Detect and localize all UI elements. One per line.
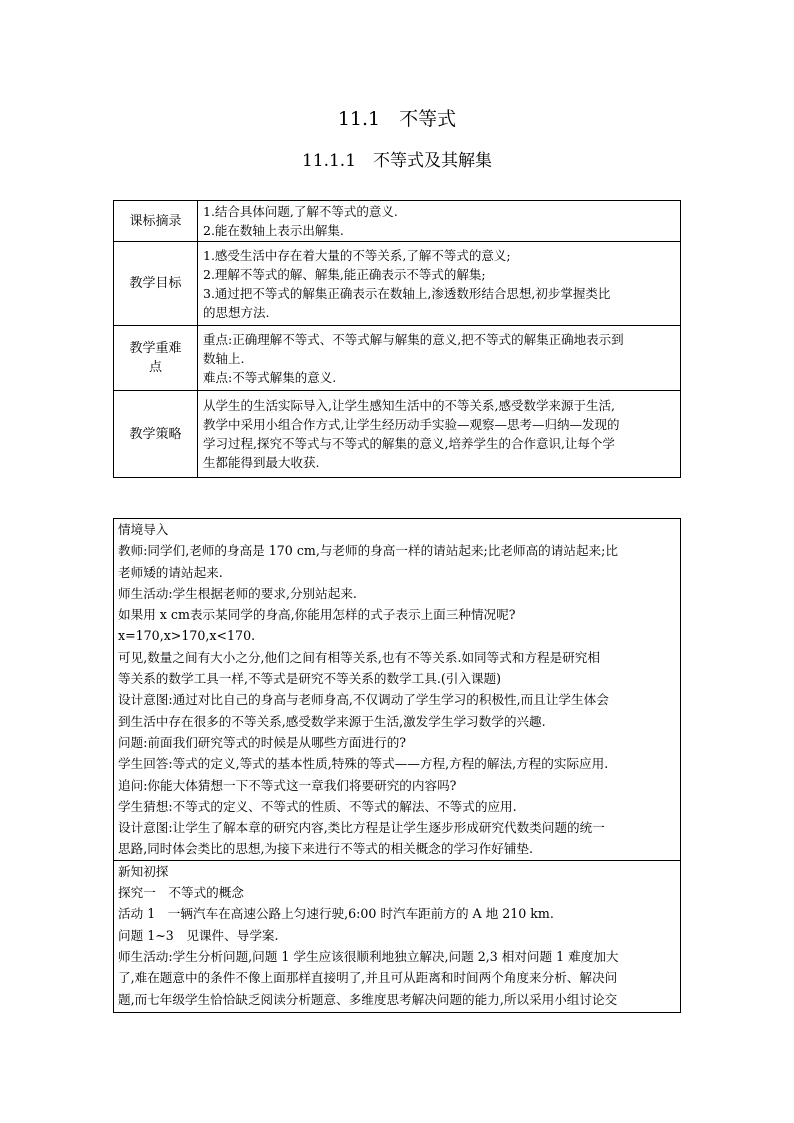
content-line: 生都能得到最大收获. [203,455,320,470]
content-line: 难点:不等式解集的意义. [203,369,337,385]
content-line: 从学生的生活实际导入,让学生感知生活中的不等关系,感受数学来源于生活, [203,398,615,413]
text-line: 学生猜想:不等式的定义、不等式的性质、不等式的解法、不等式的应用. [118,798,517,814]
text-line: 设计意图:让学生了解本章的研究内容,类比方程是让学生逐步形成研究代数类问题的统一 [118,820,605,836]
text-line: 探究一 不等式的概念 [118,885,244,901]
row-header: 教学重难 点 [114,326,198,391]
text-line: 师生活动:学生分析问题,问题 1 学生应该很顺利地独立解决,问题 2,3 相对问题 1 难度加大 [118,948,619,964]
text-line: 问题:前面我们研究等式的时候是从哪些方面进行的? [118,734,407,750]
text-line: 老师矮的请站起来. [118,564,223,580]
row-header: 课标摘录 [114,201,198,242]
text-line: 可见,数量之间有大小之分,他们之间有相等关系,也有不等关系.如同等式和方程是研究相 [118,649,600,665]
text-line: 问题 1~3 见课件、导学案. [118,927,279,943]
content-line: 的思想方法. [203,304,270,320]
content-line: 3.通过把不等式的解集正确表示在数轴上,渗透数形结合思想,初步掌握类比 [203,285,611,301]
text-line: 等关系的数学工具一样,不等式是研究不等关系的数学工具.(引入课题) [118,671,502,687]
content-line: 重点:正确理解不等式、不等式解与解集的意义,把不等式的解集正确地表示到 [203,331,624,347]
row-content [198,326,681,391]
table-row [114,201,681,242]
section-situation [114,519,680,860]
section-heading: 情境导入 [118,522,169,537]
row-header: 教学目标 [114,242,198,326]
text-line: 如果用 x cm表示某同学的身高,你能用怎样的式子表示上面三种情况呢? [118,607,516,623]
content-line: 2.能在数轴上表示出解集. [203,223,344,238]
text-line: 教师:同学们,老师的身高是 170 cm,与老师的身高一样的请站起来;比老师高的请站起来;比 [118,543,618,559]
content-line: 学习过程,探究不等式与不等式的解集的意义,培养学生的合作意识,让每个学 [203,436,615,451]
row-content [198,391,681,478]
section-divider [114,860,680,1010]
text-line: 师生活动:学生根据老师的要求,分别站起来. [118,585,357,601]
table-row [114,326,681,391]
text-line: 题,而七年级学生恰恰缺乏阅读分析题意、多维度思考解决问题的能力,所以采用小组讨论交 [118,991,618,1007]
page-title: 11.1 不等式 [337,108,457,130]
table-row [114,242,681,326]
content-line: 1.感受生活中存在着大量的不等关系,了解不等式的意义; [203,247,511,263]
page-subtitle: 11.1.1 不等式及其解集 [301,151,493,171]
text-line: 学生回答:等式的定义,等式的基本性质,特殊的等式——方程,方程的解法,方程的实际应用. [118,756,609,772]
lesson-info-table [113,200,681,478]
row-content [198,201,681,242]
content-line: 1.结合具体问题,了解不等式的意义. [203,204,398,219]
row-header: 教学策略 [114,391,198,478]
table-row [114,391,681,478]
lesson-process-box [113,518,681,1013]
content-line: 数轴上. [203,350,245,366]
text-line: 思路,同时体会类比的思想,为接下来进行不等式的相关概念的学习作好铺垫. [118,841,534,857]
text-line: 活动 1 一辆汽车在高速公路上匀速行驶,6:00 时汽车距前方的 A 地 210 km. [118,906,554,922]
text-line: 了,难在题意中的条件不像上面那样直接明了,并且可从距离和时间两个角度来分析、解决问 [118,970,618,986]
text-line: x=170,x>170,x<170. [118,628,256,644]
row-content [198,242,681,326]
content-line: 教学中采用小组合作方式,让学生经历动手实验—观察—思考—归纳—发现的 [203,417,620,432]
text-line: 到生活中存在很多的不等关系,感受数学来源于生活,激发学生学习数学的兴趣. [118,713,546,729]
text-line: 设计意图:通过对比自己的身高与老师身高,不仅调动了学生学习的积极性,而且让学生体会 [118,692,609,708]
content-line: 2.理解不等式的解、解集,能正确表示不等式的解集; [203,266,486,282]
text-line: 追问:你能大体猜想一下不等式这一章我们将要研究的内容吗? [118,777,457,793]
section-heading: 新知初探 [118,863,169,879]
